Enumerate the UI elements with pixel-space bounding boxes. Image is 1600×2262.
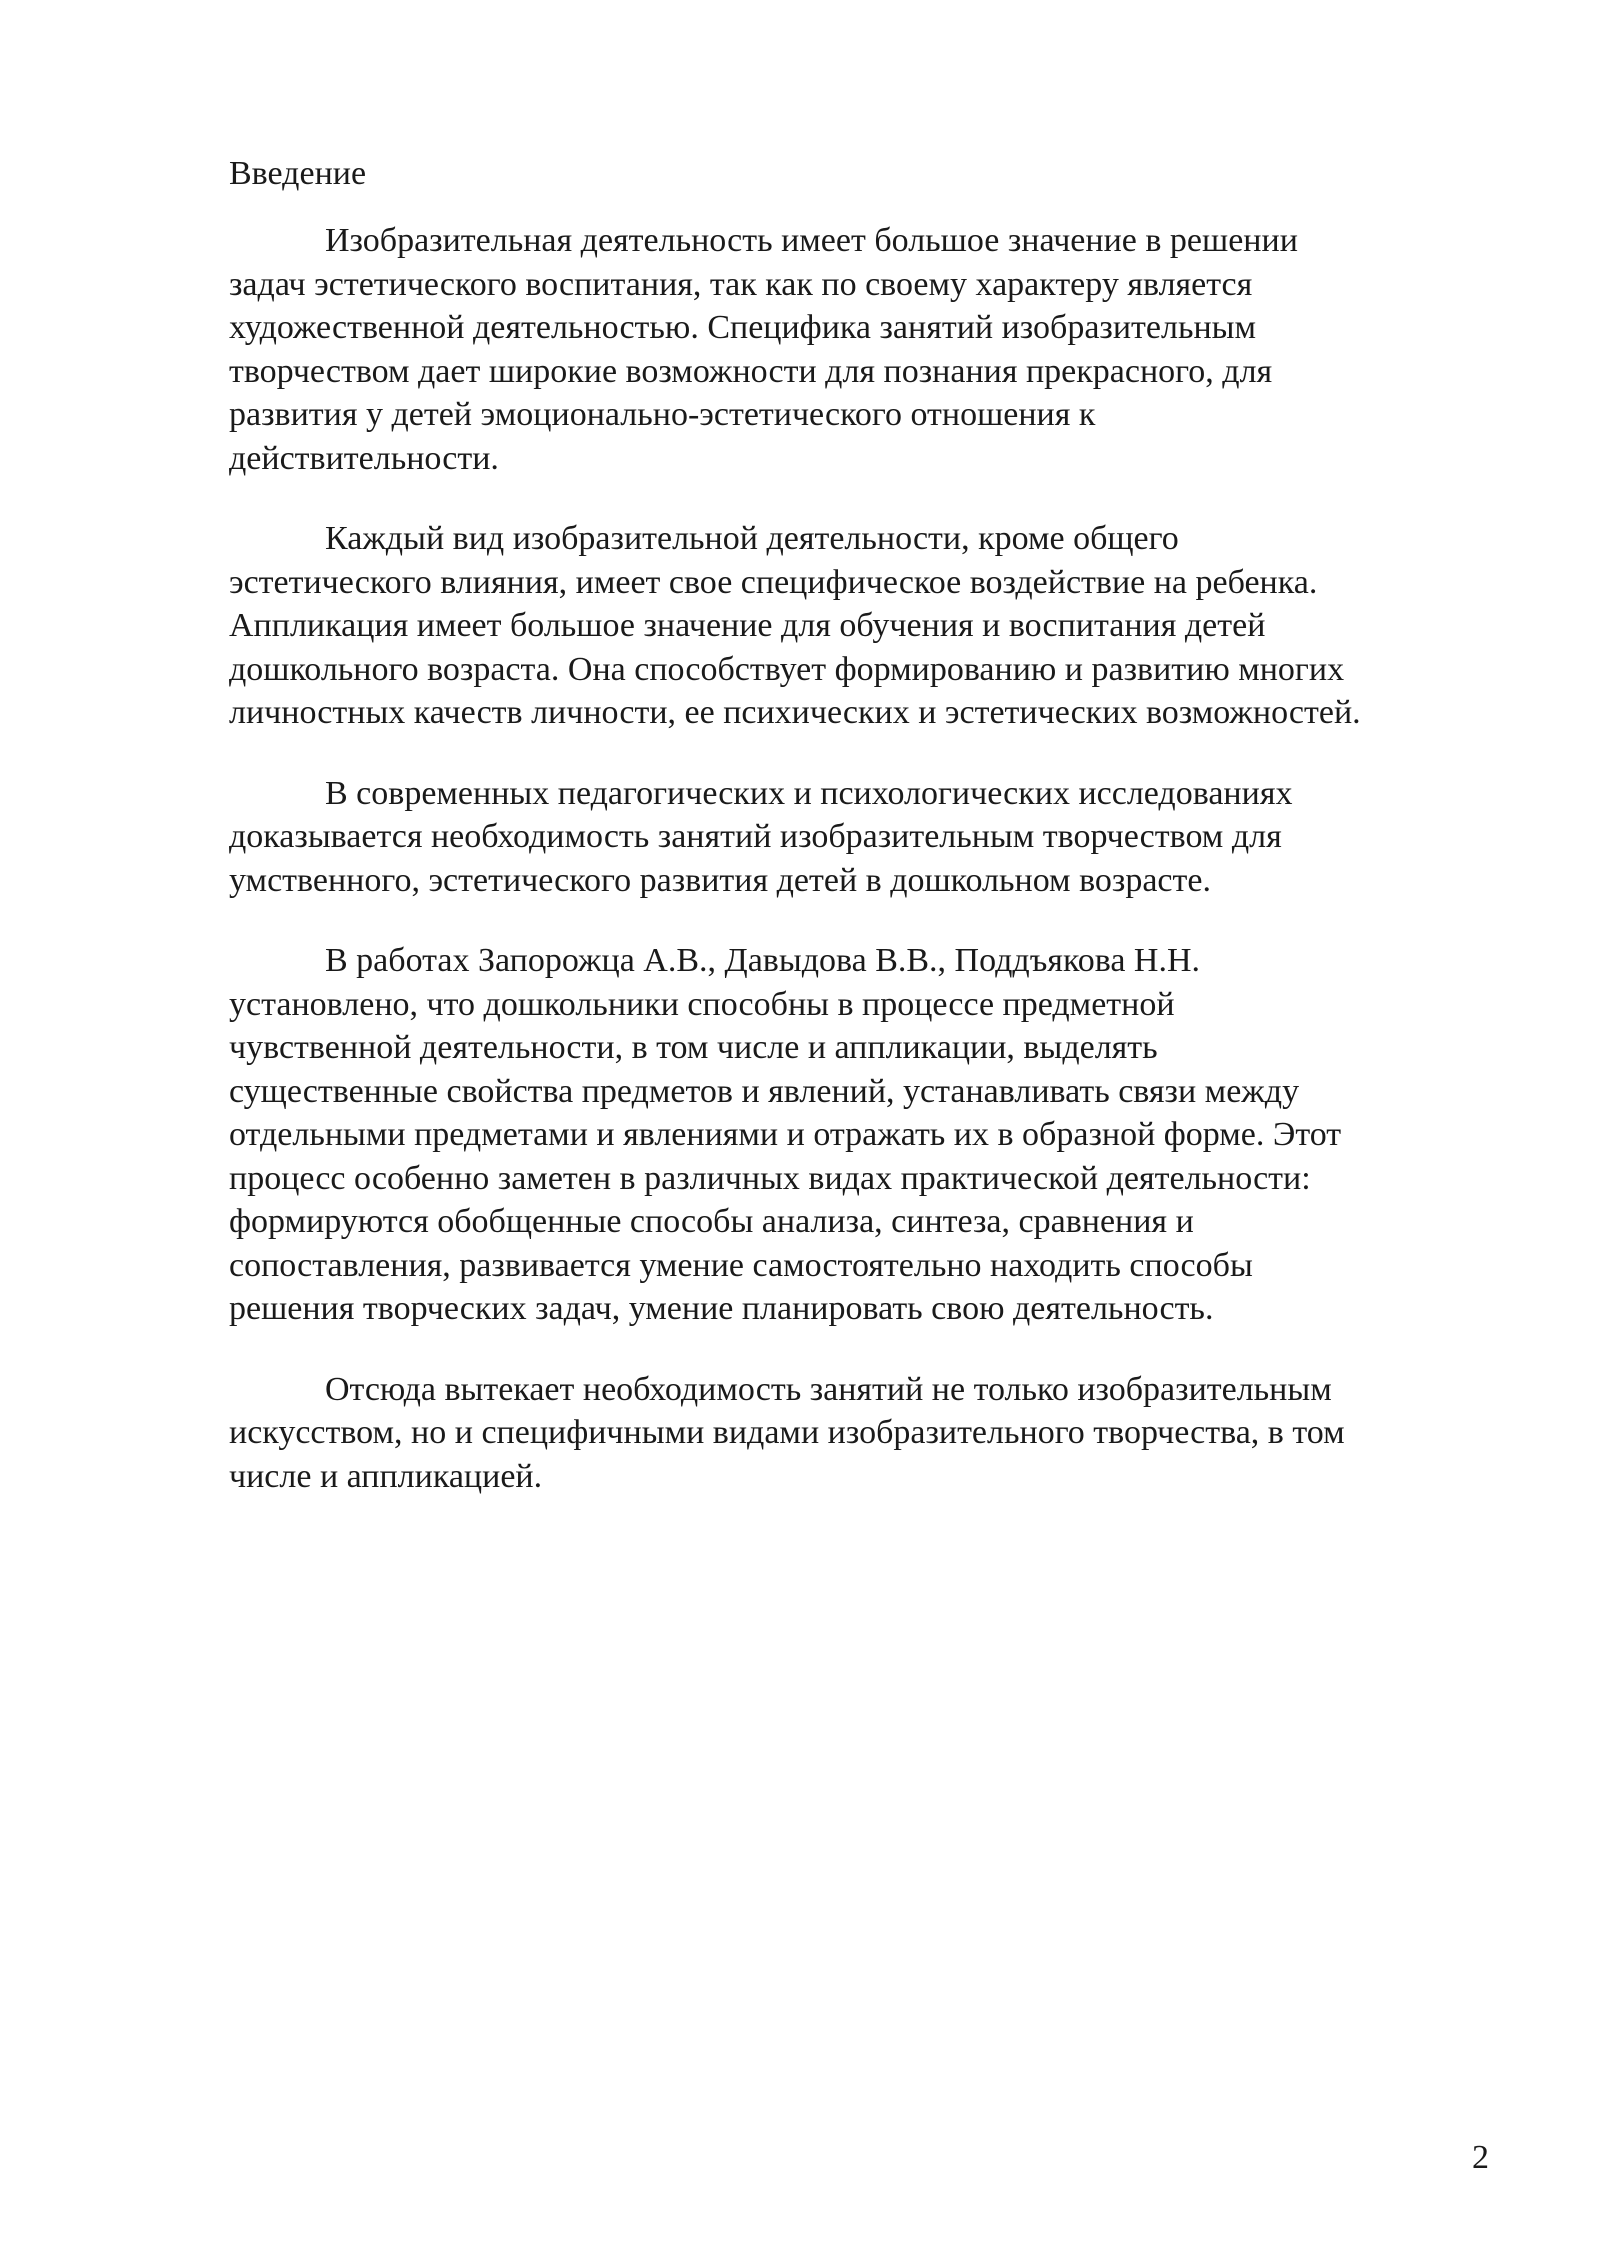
paragraph-line: доказывается необходимость занятий изобразительным творчеством для (229, 818, 1282, 855)
section-heading: Введение (229, 155, 367, 192)
paragraph-line: умственного, эстетического развития детей в дошкольном возрасте. (229, 861, 1211, 899)
paragraph-line: художественной деятельностью. Специфика занятий изобразительным (229, 309, 1257, 346)
paragraph-line: Каждый вид изобразительной деятельности, кроме общего (325, 520, 1179, 557)
paragraph-5 (229, 1368, 1489, 1499)
paragraph-line: задач эстетического воспитания, так как по своему характеру является (229, 265, 1253, 303)
paragraph-line: творчеством дает широкие возможности для познания прекрасного, для (229, 352, 1273, 390)
paragraph-line: чувственной деятельности, в том числе и аппликации, выделять (229, 1029, 1158, 1066)
page-number: 2 (1472, 2139, 1489, 2176)
paragraph-line: В работах Запорожца А.В., Давыдова В.В., Поддъякова Н.Н. (325, 942, 1201, 979)
paragraph-line: сопоставления, развивается умение самостоятельно находить способы (229, 1246, 1253, 1284)
paragraph-3 (229, 772, 1489, 903)
paragraph-line: дошкольного возраста. Она способствует формированию и развитию многих (229, 650, 1345, 688)
body-text (229, 219, 1489, 1535)
paragraph-line: Отсюда вытекает необходимость занятий не только изобразительным (325, 1370, 1332, 1408)
paragraph-line: действительности. (229, 439, 499, 477)
paragraph-line: искусством, но и специфичными видами изобразительного творчества, в том (229, 1414, 1345, 1451)
paragraph-4 (229, 939, 1489, 1331)
paragraph-line: числе и аппликацией. (229, 1457, 543, 1495)
paragraph-line: Аппликация имеет большое значение для обучения и воспитания детей (229, 607, 1266, 644)
paragraph-line: формируются обобщенные способы анализа, синтеза, сравнения и (229, 1203, 1194, 1240)
paragraph-line: решения творческих задач, умение планировать свою деятельность. (229, 1290, 1214, 1327)
paragraph-line: установлено, что дошкольники способны в процессе предметной (229, 985, 1175, 1023)
paragraph-line: существенные свойства предметов и явлений, устанавливать связи между (229, 1072, 1300, 1110)
paragraph-1 (229, 219, 1489, 480)
paragraph-line: развития у детей эмоционально-эстетического отношения к (229, 396, 1096, 433)
paragraph-line: В современных педагогических и психологических исследованиях (325, 774, 1293, 812)
paragraph-line: процесс особенно заметен в различных видах практической деятельности: (229, 1159, 1311, 1197)
paragraph-line: эстетического влияния, имеет свое специфическое воздействие на ребенка. (229, 563, 1318, 601)
paragraph-line: личностных качеств личности, ее психических и эстетических возможностей. (229, 694, 1361, 731)
paragraph-2 (229, 517, 1489, 735)
paragraph-line: Изобразительная деятельность имеет большое значение в решении (325, 222, 1298, 259)
paragraph-line: отдельными предметами и явлениями и отражать их в образной форме. Этот (229, 1116, 1342, 1153)
